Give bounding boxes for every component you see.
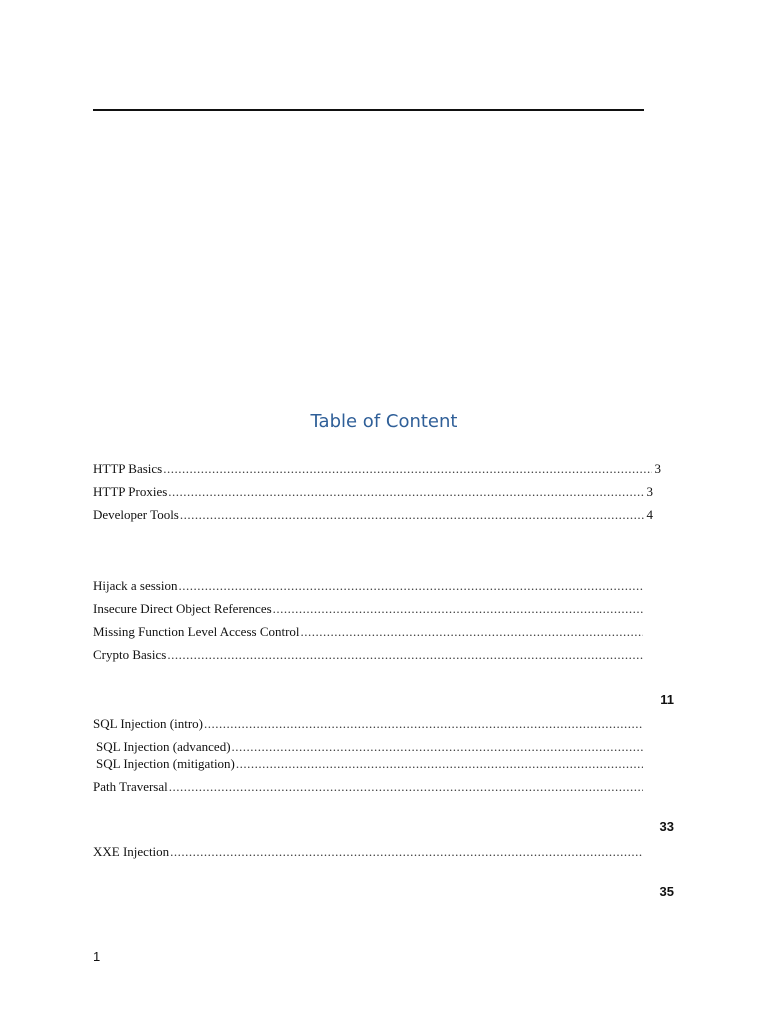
toc-entry-idor[interactable] xyxy=(93,600,644,618)
toc-entry-label: HTTP Basics xyxy=(93,461,163,476)
toc-entry-label: HTTP Proxies xyxy=(93,484,168,499)
toc-leader-dots xyxy=(204,715,643,733)
toc-entry-missing-function-access[interactable] xyxy=(93,623,644,641)
toc-entry-page: 3 xyxy=(646,484,653,499)
toc-entry-label: Hijack a session xyxy=(93,578,178,593)
toc-entry-label: Crypto Basics xyxy=(93,647,167,662)
header-rule xyxy=(93,109,644,111)
toc-leader-dots xyxy=(167,646,643,664)
toc-leader-dots xyxy=(180,506,644,524)
toc-entry-page: 4 xyxy=(646,507,653,522)
toc-entry-path-traversal[interactable] xyxy=(93,778,644,796)
toc-entry-sql-injection-mitigation[interactable] xyxy=(93,755,644,773)
toc-entry-label: Path Traversal xyxy=(93,779,168,794)
section-page-number: 11 xyxy=(660,692,674,707)
toc-leader-dots xyxy=(169,778,643,796)
footer-page-number: 1 xyxy=(93,949,101,964)
toc-title: Table of Content xyxy=(310,411,458,432)
toc-entry-label: Insecure Direct Object References xyxy=(93,601,272,616)
section-page-number: 35 xyxy=(659,884,674,899)
toc-entry-label: Missing Function Level Access Control xyxy=(93,624,300,639)
toc-entry-http-basics[interactable] xyxy=(93,460,661,478)
toc-leader-dots xyxy=(170,843,643,861)
toc-entry-label: SQL Injection (mitigation) xyxy=(96,756,235,771)
toc-entry-sql-injection-advanced[interactable] xyxy=(93,738,644,756)
toc-leader-dots xyxy=(178,577,643,595)
toc-entry-label: SQL Injection (intro) xyxy=(93,716,203,731)
section-page-number: 33 xyxy=(659,819,674,834)
toc-entry-hijack-session[interactable] xyxy=(93,577,644,595)
toc-entry-page: 3 xyxy=(654,461,661,476)
toc-leader-dots xyxy=(163,460,651,478)
toc-leader-dots xyxy=(301,623,643,641)
toc-entry-label: Developer Tools xyxy=(93,507,179,522)
toc-entry-developer-tools[interactable] xyxy=(93,506,653,524)
toc-entry-label: SQL Injection (advanced) xyxy=(96,739,231,754)
toc-entry-label: XXE Injection xyxy=(93,844,170,859)
toc-leader-dots xyxy=(168,483,643,501)
toc-entry-crypto-basics[interactable] xyxy=(93,646,644,664)
toc-entry-xxe-injection[interactable] xyxy=(93,843,644,861)
toc-entry-http-proxies[interactable] xyxy=(93,483,653,501)
toc-leader-dots xyxy=(232,738,643,756)
toc-entry-sql-injection-intro[interactable] xyxy=(93,715,644,733)
toc-leader-dots xyxy=(273,600,643,618)
toc-leader-dots xyxy=(236,755,643,773)
